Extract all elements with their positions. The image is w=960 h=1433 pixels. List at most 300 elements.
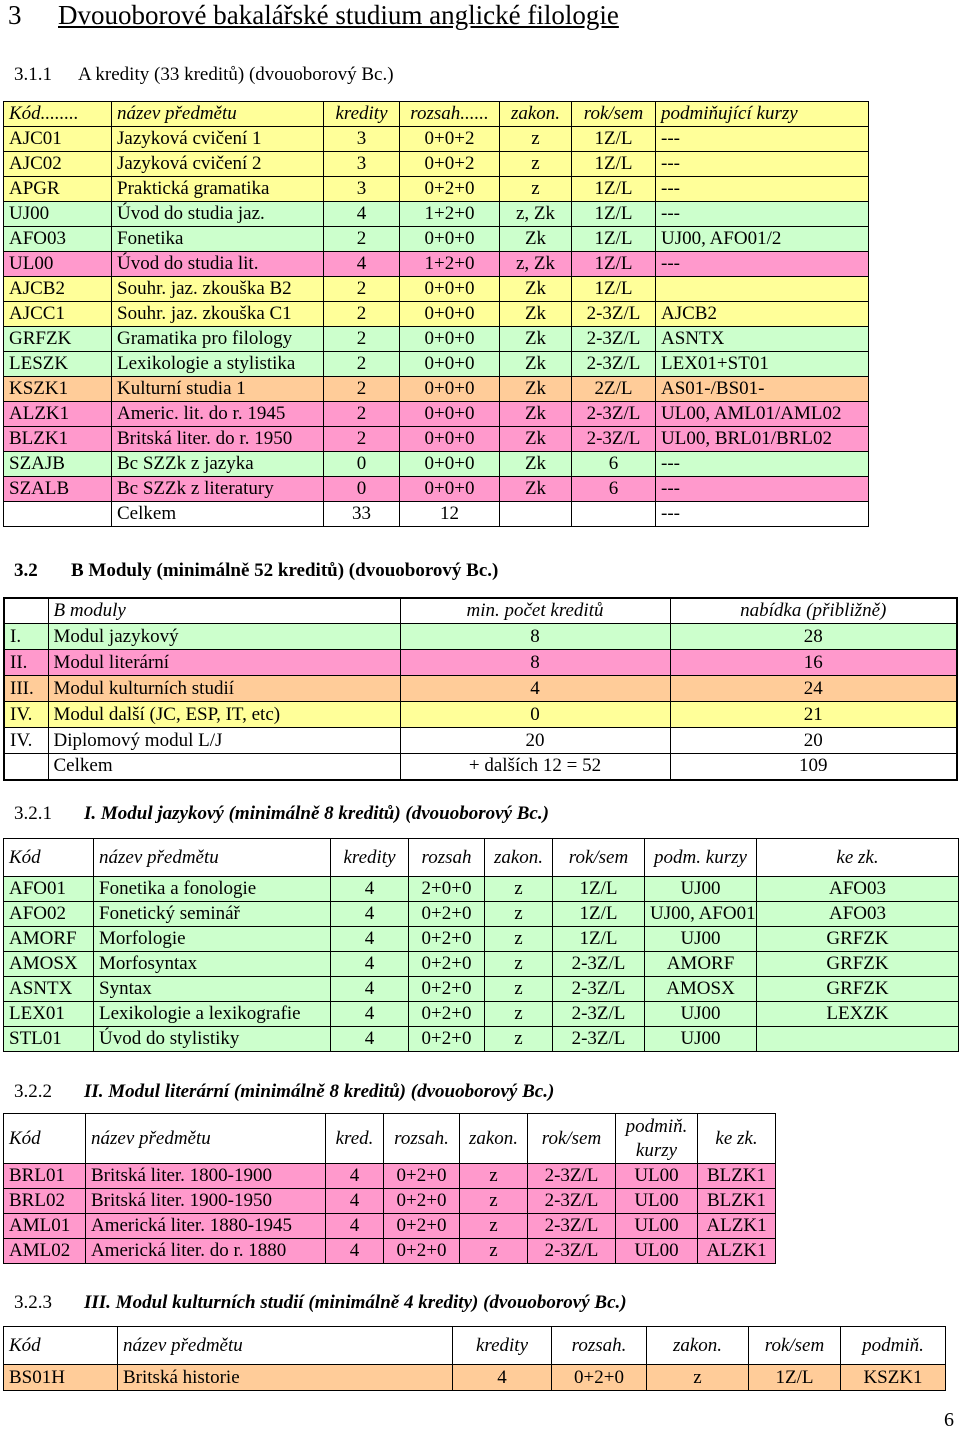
table-cell: z xyxy=(647,1365,749,1391)
table-cell: 2-3Z/L xyxy=(528,1214,616,1239)
table-cell: IV. xyxy=(4,728,48,754)
table-cell: 2 xyxy=(324,427,400,452)
table-row xyxy=(4,177,869,202)
table-cell: UJ00 xyxy=(645,1002,757,1027)
table-cell: 0+0+0 xyxy=(400,327,500,352)
table-cell: Modul literární xyxy=(48,650,400,676)
table-cell: 1Z/L xyxy=(572,152,656,177)
table-cell: APGR xyxy=(4,177,112,202)
table-cell: Britská liter. 1900-1950 xyxy=(86,1189,326,1214)
table-cell: 0+0+0 xyxy=(400,302,500,327)
table-cell: AMORF xyxy=(645,952,757,977)
column-header: rok/sem xyxy=(553,839,645,877)
section-b-heading xyxy=(14,560,498,582)
table-cell: 6 xyxy=(572,477,656,502)
table-cell: 0 xyxy=(324,477,400,502)
table-cell: GRFZK xyxy=(757,952,959,977)
table-cell: Zk xyxy=(500,227,572,252)
table-cell: ASNTX xyxy=(656,327,869,352)
table-row xyxy=(4,624,957,650)
table-cell: 0+2+0 xyxy=(409,952,485,977)
table-row xyxy=(4,952,959,977)
table-cell: 2-3Z/L xyxy=(572,427,656,452)
table-cell: 8 xyxy=(400,624,670,650)
table-culture-module xyxy=(3,1326,946,1391)
table-cell: Zk xyxy=(500,302,572,327)
table-row xyxy=(4,427,869,452)
table-cell: z xyxy=(460,1214,528,1239)
table-cell: 0+0+0 xyxy=(400,402,500,427)
column-header: název předmětu xyxy=(86,1114,326,1164)
table-row xyxy=(4,902,959,927)
table-cell: 4 xyxy=(453,1365,552,1391)
column-header: rozsah xyxy=(409,839,485,877)
table-cell: UJ00, AFO01/2 xyxy=(656,227,869,252)
column-header: podmiň. xyxy=(841,1327,946,1365)
table-cell: z xyxy=(460,1189,528,1214)
table-row xyxy=(4,477,869,502)
column-header-line: podmiň. xyxy=(625,1115,688,1137)
table-cell: 0+0+0 xyxy=(400,427,500,452)
table-cell: 0 xyxy=(400,702,670,728)
table-cell: 28 xyxy=(670,624,957,650)
table-cell: 0+0+0 xyxy=(400,277,500,302)
table-cell: 2+0+0 xyxy=(409,877,485,902)
column-header xyxy=(4,598,48,624)
table-cell: z xyxy=(500,152,572,177)
header-row xyxy=(4,1114,776,1164)
section-2-heading xyxy=(14,1081,554,1103)
section-number: 3.2.2 xyxy=(14,1081,52,1102)
table-row xyxy=(4,227,869,252)
table-cell: Modul další (JC, ESP, IT, etc) xyxy=(48,702,400,728)
table-cell: Zk xyxy=(500,452,572,477)
table-cell: AFO03 xyxy=(4,227,112,252)
column-header: zakon. xyxy=(460,1114,528,1164)
section-a-heading xyxy=(14,64,394,86)
table-cell: 2-3Z/L xyxy=(553,1027,645,1052)
table-cell: --- xyxy=(656,252,869,277)
table-cell: 3 xyxy=(324,177,400,202)
section-number: 3.2 xyxy=(14,560,38,581)
table-cell: UL00 xyxy=(616,1214,698,1239)
table-cell: Americká liter. do r. 1880 xyxy=(86,1239,326,1264)
table-cell: AMORF xyxy=(4,927,94,952)
table-cell: Souhr. jaz. zkouška C1 xyxy=(112,302,324,327)
header-row xyxy=(4,598,957,624)
table-row xyxy=(4,927,959,952)
table-cell: AJCB2 xyxy=(656,302,869,327)
table-cell: Celkem xyxy=(112,502,324,527)
table-row xyxy=(4,1189,776,1214)
table-cell: KSZK1 xyxy=(4,377,112,402)
table-a-credits xyxy=(3,101,869,527)
table-cell: UL00 xyxy=(616,1239,698,1264)
table-cell: 2-3Z/L xyxy=(528,1189,616,1214)
table-cell: 1Z/L xyxy=(572,202,656,227)
table-cell: Syntax xyxy=(94,977,331,1002)
column-header: název předmětu xyxy=(118,1327,453,1365)
table-cell: Praktická gramatika xyxy=(112,177,324,202)
chapter-title: Dvouoborové bakalářské studium anglické filologie xyxy=(58,0,619,30)
table-cell: --- xyxy=(656,452,869,477)
table-cell: 2-3Z/L xyxy=(553,952,645,977)
table-cell: 0+0+2 xyxy=(400,152,500,177)
table-cell: 2 xyxy=(324,277,400,302)
table-cell: 1Z/L xyxy=(553,927,645,952)
table-cell: 20 xyxy=(670,728,957,754)
table-cell: AML01 xyxy=(4,1214,86,1239)
column-header: název předmětu xyxy=(94,839,331,877)
table-cell: z xyxy=(460,1164,528,1189)
table-cell: Morfologie xyxy=(94,927,331,952)
table-cell: LEX01+ST01 xyxy=(656,352,869,377)
section-title: II. Modul literární (minimálně 8 kreditů) (dvouoborový Bc.) xyxy=(84,1081,555,1102)
section-title: B Moduly (minimálně 52 kreditů) (dvouoborový Bc.) xyxy=(71,560,499,581)
table-row xyxy=(4,676,957,702)
column-header: zakon. xyxy=(500,102,572,127)
table-cell: z xyxy=(500,127,572,152)
table-cell: GRFZK xyxy=(4,327,112,352)
table-row xyxy=(4,152,869,177)
table-cell: 2-3Z/L xyxy=(572,327,656,352)
table-cell: 2 xyxy=(324,352,400,377)
section-title: A kredity (33 kreditů) (dvouoborový Bc.) xyxy=(78,64,394,85)
table-cell: BRL01 xyxy=(4,1164,86,1189)
table-cell: 1Z/L xyxy=(749,1365,841,1391)
table-cell: Americká liter. 1880-1945 xyxy=(86,1214,326,1239)
table-row xyxy=(4,502,869,527)
table-cell: --- xyxy=(656,502,869,527)
table-cell: 1Z/L xyxy=(572,227,656,252)
column-header: B moduly xyxy=(48,598,400,624)
table-cell: UL00, BRL01/BRL02 xyxy=(656,427,869,452)
table-cell: 1Z/L xyxy=(572,252,656,277)
table-cell: 109 xyxy=(670,754,957,780)
table-cell: Zk xyxy=(500,377,572,402)
header-row xyxy=(4,1327,946,1365)
table-row xyxy=(4,352,869,377)
table-cell: 4 xyxy=(400,676,670,702)
table-cell: Fonetika a fonologie xyxy=(94,877,331,902)
table-cell: BLZK1 xyxy=(698,1189,776,1214)
table-cell: 1Z/L xyxy=(553,902,645,927)
table-cell: z xyxy=(485,1027,553,1052)
table-cell: SZALB xyxy=(4,477,112,502)
table-cell: ALZK1 xyxy=(698,1239,776,1264)
table-cell: 1Z/L xyxy=(572,177,656,202)
section-3-heading xyxy=(14,1292,627,1314)
table-row xyxy=(4,127,869,152)
table-cell: 1Z/L xyxy=(553,877,645,902)
column-header: ke zk. xyxy=(757,839,959,877)
table-cell: 4 xyxy=(326,1164,384,1189)
chapter-heading xyxy=(8,0,619,31)
table-cell: 4 xyxy=(331,1027,409,1052)
table-cell: Úvod do stylistiky xyxy=(94,1027,331,1052)
table-cell: --- xyxy=(656,202,869,227)
section-1-heading xyxy=(14,803,549,825)
table-cell: Zk xyxy=(500,352,572,377)
table-row xyxy=(4,202,869,227)
table-row xyxy=(4,377,869,402)
table-cell: z xyxy=(485,877,553,902)
table-cell: 2 xyxy=(324,327,400,352)
column-header: kred. xyxy=(326,1114,384,1164)
table-row xyxy=(4,452,869,477)
table-cell: 2-3Z/L xyxy=(528,1164,616,1189)
table-row xyxy=(4,1164,776,1189)
column-header: kredity xyxy=(324,102,400,127)
table-cell: BLZK1 xyxy=(4,427,112,452)
table-cell: Souhr. jaz. zkouška B2 xyxy=(112,277,324,302)
table-cell: IV. xyxy=(4,702,48,728)
table-cell: 21 xyxy=(670,702,957,728)
table-cell: 6 xyxy=(572,452,656,477)
table-cell: --- xyxy=(656,477,869,502)
table-cell: Lexikologie a stylistika xyxy=(112,352,324,377)
table-cell: 3 xyxy=(324,127,400,152)
column-header: zakon. xyxy=(647,1327,749,1365)
column-header: Kód xyxy=(4,1114,86,1164)
column-header xyxy=(616,1114,698,1164)
column-header-line: kurzy xyxy=(635,1139,678,1161)
table-cell: III. xyxy=(4,676,48,702)
table-cell: 2-3Z/L xyxy=(572,352,656,377)
table-cell: Lexikologie a lexikografie xyxy=(94,1002,331,1027)
table-cell: GRFZK xyxy=(757,977,959,1002)
table-cell: AFO02 xyxy=(4,902,94,927)
table-language-module xyxy=(3,838,959,1052)
column-header: rok/sem xyxy=(749,1327,841,1365)
table-row xyxy=(4,1214,776,1239)
column-header: ke zk. xyxy=(698,1114,776,1164)
table-cell: 20 xyxy=(400,728,670,754)
table-row xyxy=(4,977,959,1002)
table-cell: Úvod do studia jaz. xyxy=(112,202,324,227)
table-cell: 8 xyxy=(400,650,670,676)
table-row xyxy=(4,754,957,780)
table-cell: UL00, AML01/AML02 xyxy=(656,402,869,427)
table-cell: 0+0+0 xyxy=(400,452,500,477)
column-header: min. počet kreditů xyxy=(400,598,670,624)
table-cell: 0+2+0 xyxy=(409,1002,485,1027)
table-cell: Zk xyxy=(500,277,572,302)
table-cell: STL01 xyxy=(4,1027,94,1052)
table-cell: UL00 xyxy=(616,1164,698,1189)
table-cell: Britská liter. 1800-1900 xyxy=(86,1164,326,1189)
table-cell: BRL02 xyxy=(4,1189,86,1214)
table-cell: z xyxy=(485,952,553,977)
table-cell: AJCB2 xyxy=(4,277,112,302)
table-cell: GRFZK xyxy=(757,927,959,952)
table-cell: 0+2+0 xyxy=(409,902,485,927)
table-cell: AMOSX xyxy=(4,952,94,977)
column-header: název předmětu xyxy=(112,102,324,127)
section-title: III. Modul kulturních studií (minimálně 4 kredity) (dvouoborový Bc.) xyxy=(84,1292,627,1313)
column-header: zakon. xyxy=(485,839,553,877)
table-cell: 4 xyxy=(331,977,409,1002)
table-cell: z xyxy=(500,177,572,202)
table-cell: UJ00 xyxy=(645,1027,757,1052)
table-cell: ALZK1 xyxy=(4,402,112,427)
column-header: rozsah...... xyxy=(400,102,500,127)
table-cell: Fonetika xyxy=(112,227,324,252)
table-cell: --- xyxy=(656,177,869,202)
chapter-number: 3 xyxy=(8,0,22,30)
table-cell: Britská liter. do r. 1950 xyxy=(112,427,324,452)
table-cell xyxy=(500,502,572,527)
table-cell xyxy=(656,277,869,302)
table-cell: 2Z/L xyxy=(572,377,656,402)
table-cell: Jazyková cvičení 1 xyxy=(112,127,324,152)
table-cell: AS01-/BS01- xyxy=(656,377,869,402)
table-cell: BLZK1 xyxy=(698,1164,776,1189)
table-cell: UJ00 xyxy=(4,202,112,227)
table-cell: --- xyxy=(656,152,869,177)
table-cell: 33 xyxy=(324,502,400,527)
table-row xyxy=(4,877,959,902)
table-cell: UJ00, AFO01 xyxy=(645,902,757,927)
column-header: kredity xyxy=(453,1327,552,1365)
table-cell: Úvod do studia lit. xyxy=(112,252,324,277)
table-cell: Zk xyxy=(500,477,572,502)
table-cell: AML02 xyxy=(4,1239,86,1264)
table-row xyxy=(4,650,957,676)
column-header: kredity xyxy=(331,839,409,877)
table-cell: 0+2+0 xyxy=(409,927,485,952)
table-cell: 2 xyxy=(324,377,400,402)
table-cell: LEX01 xyxy=(4,1002,94,1027)
table-cell: 4 xyxy=(326,1214,384,1239)
table-row xyxy=(4,1002,959,1027)
table-cell: z xyxy=(485,927,553,952)
table-cell: 12 xyxy=(400,502,500,527)
table-cell: + dalších 12 = 52 xyxy=(400,754,670,780)
table-cell: 4 xyxy=(331,952,409,977)
column-header: nabídka (přibližně) xyxy=(670,598,957,624)
header-row xyxy=(4,102,869,127)
table-row xyxy=(4,302,869,327)
table-cell: z, Zk xyxy=(500,252,572,277)
table-cell: Modul kulturních studií xyxy=(48,676,400,702)
table-cell: 2 xyxy=(324,227,400,252)
table-cell: 4 xyxy=(331,902,409,927)
column-header: rozsah. xyxy=(384,1114,460,1164)
table-cell: 4 xyxy=(331,927,409,952)
table-cell: Bc SZZk z literatury xyxy=(112,477,324,502)
table-cell: 0+0+0 xyxy=(400,352,500,377)
table-cell: Diplomový modul L/J xyxy=(48,728,400,754)
table-cell: 0+2+0 xyxy=(384,1239,460,1264)
table-row xyxy=(4,702,957,728)
table-cell: --- xyxy=(656,127,869,152)
page-number: 6 xyxy=(944,1409,954,1431)
table-row xyxy=(4,728,957,754)
table-cell: UL00 xyxy=(4,252,112,277)
table-cell: AMOSX xyxy=(645,977,757,1002)
column-header: Kód xyxy=(4,839,94,877)
table-cell: Zk xyxy=(500,427,572,452)
table-cell: 2 xyxy=(324,402,400,427)
table-cell xyxy=(572,502,656,527)
table-cell: Kulturní studia 1 xyxy=(112,377,324,402)
table-cell: I. xyxy=(4,624,48,650)
table-cell: 0+2+0 xyxy=(409,1027,485,1052)
table-cell: UJ00 xyxy=(645,927,757,952)
table-cell: 4 xyxy=(324,202,400,227)
table-cell: Zk xyxy=(500,327,572,352)
table-cell: BS01H xyxy=(4,1365,118,1391)
table-cell: AFO01 xyxy=(4,877,94,902)
table-cell: 0+0+0 xyxy=(400,477,500,502)
column-header: Kód........ xyxy=(4,102,112,127)
table-cell: 16 xyxy=(670,650,957,676)
table-cell: 0+2+0 xyxy=(384,1214,460,1239)
section-number: 3.2.1 xyxy=(14,803,52,824)
table-cell: Americ. lit. do r. 1945 xyxy=(112,402,324,427)
table-cell: 2-3Z/L xyxy=(572,302,656,327)
table-cell: z xyxy=(485,1002,553,1027)
table-cell xyxy=(757,1027,959,1052)
table-cell: SZAJB xyxy=(4,452,112,477)
table-row xyxy=(4,1365,946,1391)
column-header: rok/sem xyxy=(572,102,656,127)
table-cell: z xyxy=(485,977,553,1002)
table-cell: 4 xyxy=(326,1239,384,1264)
table-cell: AFO03 xyxy=(757,877,959,902)
table-cell: 2-3Z/L xyxy=(553,977,645,1002)
table-cell: z xyxy=(460,1239,528,1264)
table-cell: AJC02 xyxy=(4,152,112,177)
table-cell: AJCC1 xyxy=(4,302,112,327)
table-cell: 3 xyxy=(324,152,400,177)
column-header: Kód xyxy=(4,1327,118,1365)
table-cell: 1Z/L xyxy=(572,277,656,302)
table-cell: AFO03 xyxy=(757,902,959,927)
table-cell: Fonetický seminář xyxy=(94,902,331,927)
table-cell: 1+2+0 xyxy=(400,202,500,227)
table-cell: 0+2+0 xyxy=(384,1189,460,1214)
table-cell: z xyxy=(485,902,553,927)
table-cell: 4 xyxy=(324,252,400,277)
table-cell: 2 xyxy=(324,302,400,327)
table-cell: Zk xyxy=(500,402,572,427)
table-cell: KSZK1 xyxy=(841,1365,946,1391)
table-cell: 4 xyxy=(331,877,409,902)
table-cell: Celkem xyxy=(48,754,400,780)
table-cell: 2-3Z/L xyxy=(572,402,656,427)
section-number: 3.1.1 xyxy=(14,64,52,85)
header-row xyxy=(4,839,959,877)
table-cell: 0+2+0 xyxy=(384,1164,460,1189)
table-cell: 0+2+0 xyxy=(409,977,485,1002)
table-row xyxy=(4,402,869,427)
table-cell: II. xyxy=(4,650,48,676)
table-row xyxy=(4,1027,959,1052)
column-header: rozsah. xyxy=(552,1327,647,1365)
table-row xyxy=(4,252,869,277)
table-cell: LEXZK xyxy=(757,1002,959,1027)
table-cell: 0+2+0 xyxy=(552,1365,647,1391)
column-header: rok/sem xyxy=(528,1114,616,1164)
table-cell: 1Z/L xyxy=(572,127,656,152)
table-cell: 2-3Z/L xyxy=(528,1239,616,1264)
table-row xyxy=(4,327,869,352)
column-header: podm. kurzy xyxy=(645,839,757,877)
section-title: I. Modul jazykový (minimálně 8 kreditů) (dvouoborový Bc.) xyxy=(84,803,549,824)
table-cell: z, Zk xyxy=(500,202,572,227)
